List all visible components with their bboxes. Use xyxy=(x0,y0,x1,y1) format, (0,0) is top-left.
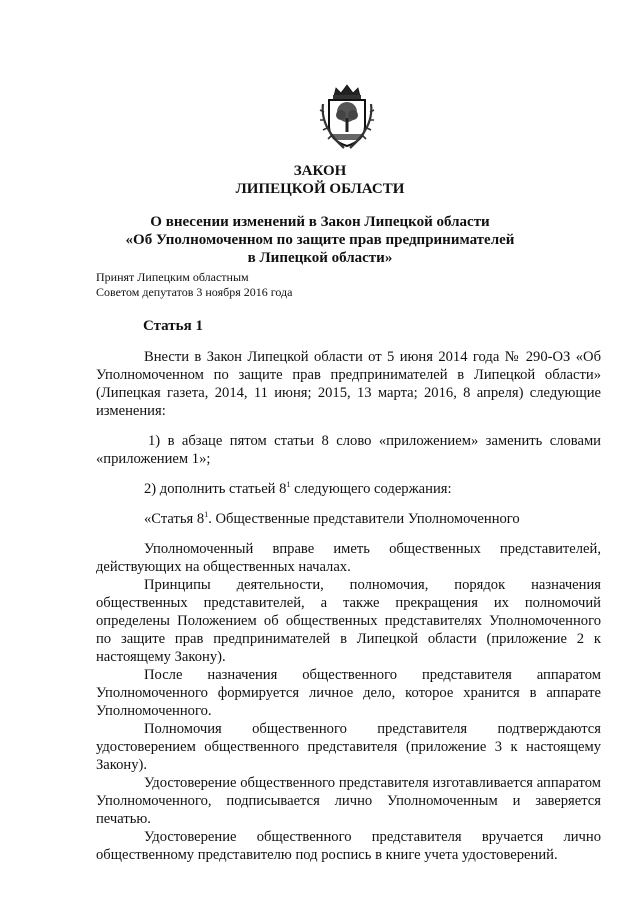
adoption-line-1: Принят Липецким областным xyxy=(96,270,249,284)
article-body xyxy=(96,348,601,864)
new-article-title xyxy=(96,510,601,528)
subtitle-line-3: в Липецкой области» xyxy=(247,250,393,266)
new-article-superscript: 1 xyxy=(204,510,209,519)
list-item-2 xyxy=(96,480,601,498)
coat-of-arms-icon xyxy=(318,82,376,150)
item2-text-before: 2) дополнить статьей 8 xyxy=(144,481,287,497)
article-heading: Статья 1 xyxy=(143,318,203,334)
list-item-1: 1) в абзаце пятом статьи 8 слово «приложением» заменить словами «приложением 1»; xyxy=(96,433,601,467)
paragraph-3: После назначения общественного представителя аппаратом Уполномоченного формируется личное дело, которое хранится в аппарате Уполномоченного. xyxy=(96,667,601,719)
item2-superscript: 1 xyxy=(286,480,291,489)
item2-text-after: следующего содержания: xyxy=(290,481,452,497)
law-title-block xyxy=(0,162,640,267)
adoption-note xyxy=(96,270,292,300)
paragraph-5: Удостоверение общественного представителя изготавливается аппаратом Уполномоченного, подписывается лично Уполномоченным и заверяется печатью. xyxy=(96,775,601,827)
region-name: ЛИПЕЦКОЙ ОБЛАСТИ xyxy=(235,181,405,197)
paragraph-4: Полномочия общественного представителя подтверждаются удостоверением общественного представителя (приложение 3 к настоящему Закону). xyxy=(96,721,601,773)
paragraph-2: Принципы деятельности, полномочия, порядок назначения общественных представителей, а также прекращения их полномочий определены Положением об общественных представителях Уполномоченного по защите прав предпринимателей в Липецкой области (приложение 2 к настоящему Закону). xyxy=(96,577,601,665)
subtitle-line-2: «Об Уполномоченном по защите прав предпринимателей xyxy=(125,232,515,248)
paragraph-1: Уполномоченный вправе иметь общественных представителей, действующих на общественных началах. xyxy=(96,541,601,575)
new-article-before: «Статья 8 xyxy=(144,511,205,527)
new-article-after: . Общественные представители Уполномоченного xyxy=(208,511,520,527)
law-word: ЗАКОН xyxy=(293,163,347,179)
paragraph-6: Удостоверение общественного представителя вручается лично общественному представителю под роспись в книге учета удостоверений. xyxy=(96,829,601,863)
subtitle-line-1: О внесении изменений в Закон Липецкой области xyxy=(150,214,490,230)
adoption-line-2: Советом депутатов 3 ноября 2016 года xyxy=(96,285,293,299)
intro-paragraph: Внести в Закон Липецкой области от 5 июня 2014 года № 290-ОЗ «Об Уполномоченном по защите прав предпринимателей в Липецкой области» (Липецкая газета, 2014, 11 июня; 2015, 13 марта; 2016, 8 апреля) следующие изменения: xyxy=(96,349,601,419)
